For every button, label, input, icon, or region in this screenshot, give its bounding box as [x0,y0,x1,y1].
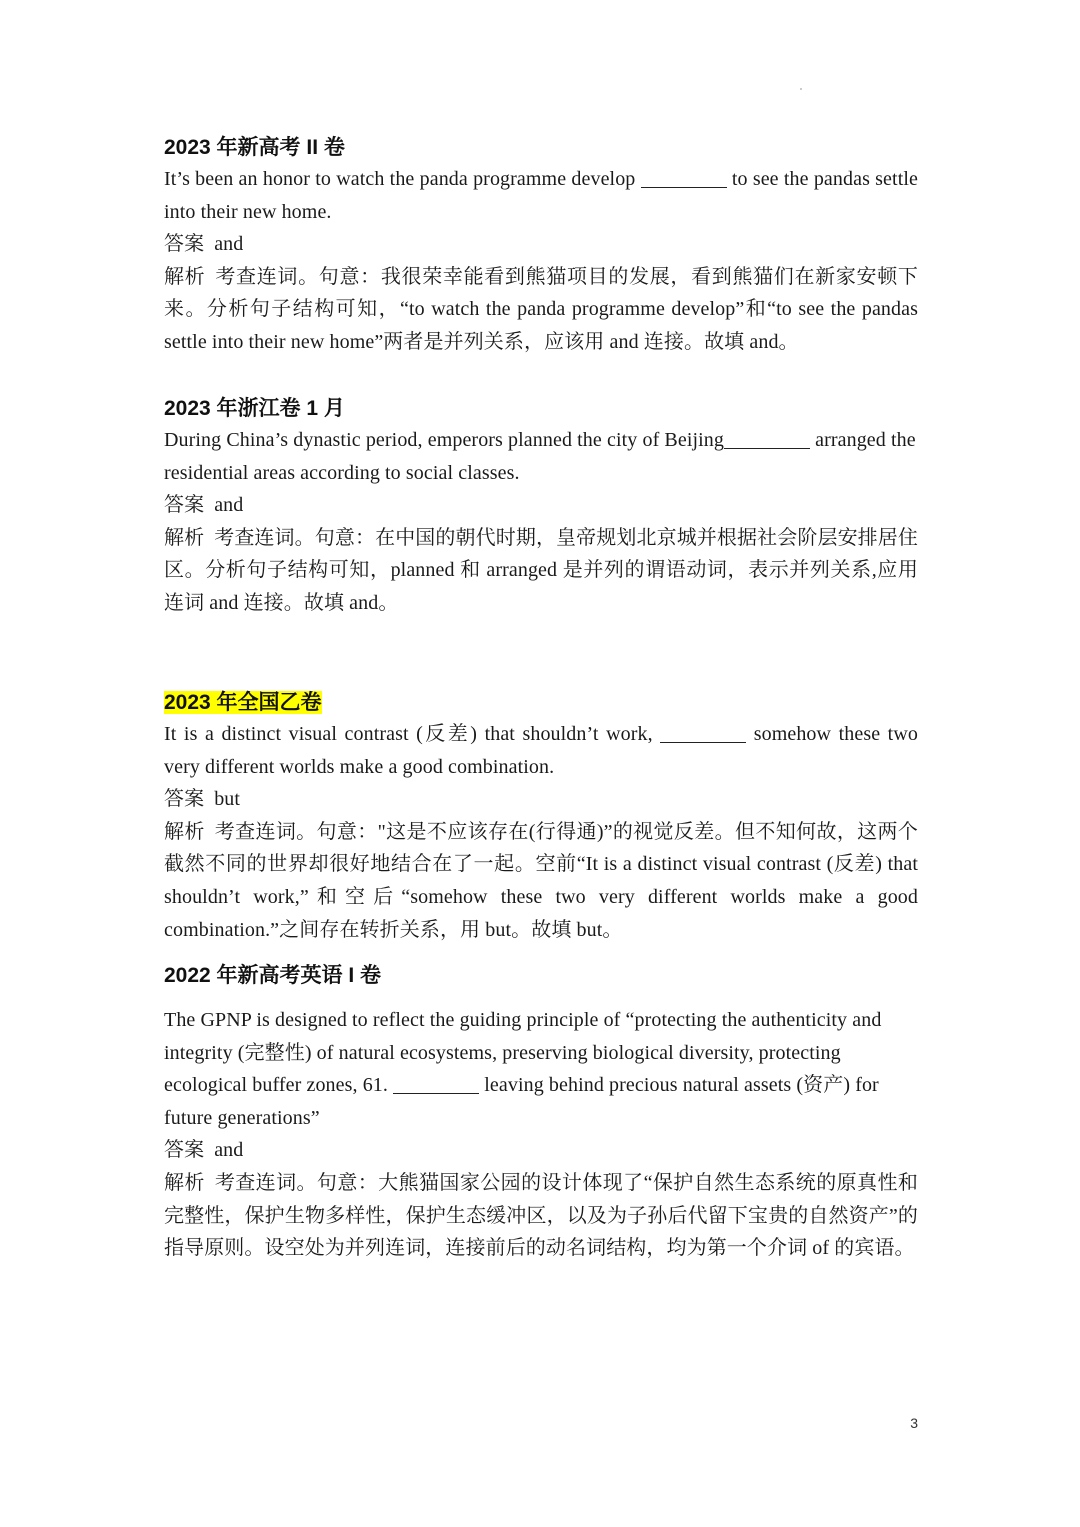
answer-value: but [214,788,241,811]
answer-value: and [214,1139,244,1162]
answer-line: 答案 and [164,233,244,256]
answer-blank [393,1073,479,1094]
question-text: During China’s dynastic period, emperors planned the city of Beijing arranged the residential areas according to social classes. [164,429,916,484]
question-text: The GPNP is designed to reflect the guiding principle of “protecting the authenticity and integrity (完整性) of natural ecosystems, preserving biological diversity, protecting ecological buffer zones, 61. leaving behind precious natural assets (资产) for future generations” [164,1009,882,1129]
question-block-4 [164,961,918,1265]
answer-blank [724,428,810,449]
answer-line: 答案 and [164,1139,244,1162]
analysis-text: 解析 考查连词。句意：我很荣幸能看到熊猫项目的发展，看到熊猫们在新家安顿下来。分析句子结构可知，“to watch the panda programme develop”和“to see the pandas settle into their new home”两者是并列关系，应该用 and 连接。故填 and。 [164,265,918,353]
question-block-1 [164,133,918,359]
section-heading: 2023 年新高考 II 卷 [164,136,345,159]
answer-blank [660,722,746,743]
analysis-text: 解析 考查连词。句意："这是不应该存在(行得通)”的视觉反差。但不知何故，这两个截然不同的世界却很好地结合在了一起。空前“It is a distinct visual contrast (反差) that shouldn’t work,”和空后“somehow these two very different worlds make a good combination.”之间存在转折关系，用 but。故填 but。 [164,820,919,941]
answer-line: 答案 and [164,494,244,517]
answer-value: and [214,233,244,256]
answer-value: and [214,494,244,517]
section-heading: 2023 年浙江卷 1 月 [164,397,345,420]
question-block-2 [164,394,918,620]
question-text: It’s been an honor to watch the panda programme develop to see the pandas settle into their new home. [164,168,918,223]
question-block-3 [164,688,918,946]
scan-dot [800,88,802,90]
answer-line: 答案 but [164,788,241,811]
section-heading: 2022 年新高考英语 I 卷 [164,964,382,987]
analysis-text: 解析 考查连词。句意：大熊猫国家公园的设计体现了“保护自然生态系统的原真性和完整性，保护生物多样性，保护生态缓冲区，以及为子孙后代留下宝贵的自然资产”的指导原则。设空处为并列连词，连接前后的动名词结构，均为第一个介词 of 的宾语。 [164,1171,918,1260]
page-number: 3 [910,1415,918,1431]
analysis-text: 解析 考查连词。句意：在中国的朝代时期，皇帝规划北京城并根据社会阶层安排居住区。分析句子结构可知，planned 和 arranged 是并列的谓语动词，表示并列关系,应用连词 and 连接。故填 and。 [164,526,918,614]
section-heading: 2023 年全国乙卷 [164,691,322,714]
question-text: It is a distinct visual contrast (反差) that shouldn’t work, somehow these two very different worlds make a good combination. [164,723,918,778]
answer-blank [641,167,727,188]
